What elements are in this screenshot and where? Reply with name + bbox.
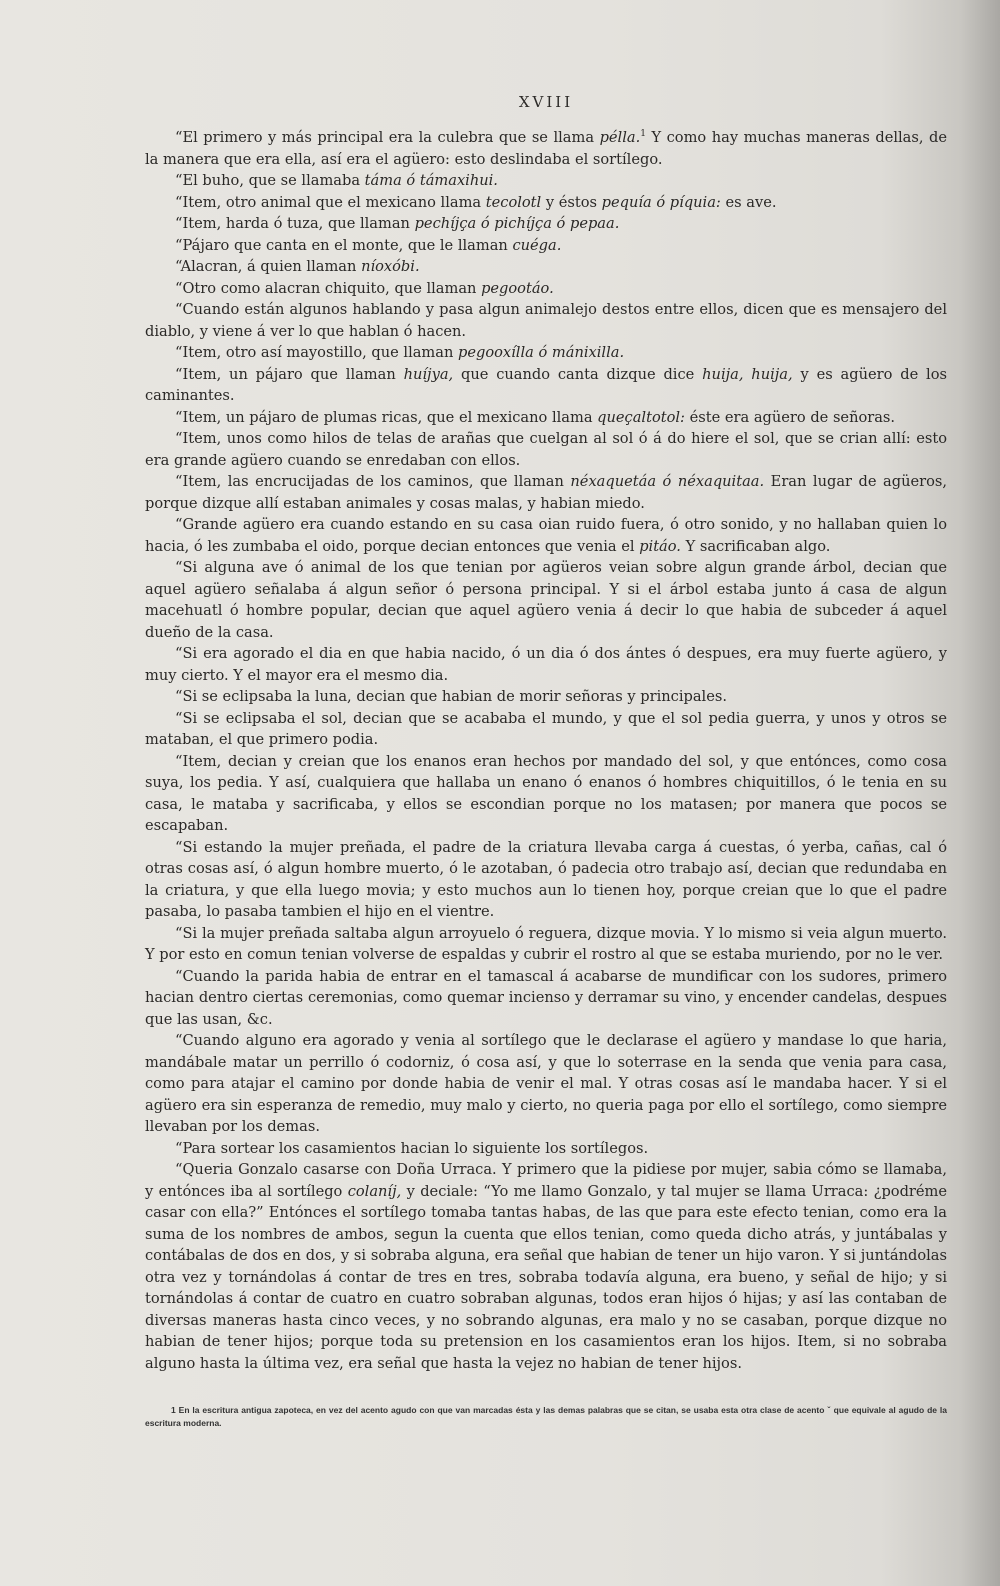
text-run: “El primero y más principal era la culebra que se llama	[175, 129, 600, 146]
text-run: “Cuando están algunos hablando y pasa algun animalejo destos entre ellos, dicen que es mensajero del diablo, y viene á ver lo que hablan ó hacen.	[145, 301, 947, 340]
text-run: éste era agüero de señoras.	[684, 408, 896, 426]
text-run: “El buho, que se llamaba	[175, 172, 365, 189]
footnote-marker: 1	[640, 129, 646, 139]
paragraph	[145, 686, 947, 708]
text-run: “Si se eclipsaba el sol, decian que se acababa el mundo, y que el sol pedia guerra, y unos y otros se mataban, el que primero podia.	[145, 709, 947, 748]
text-run: y éstos	[541, 193, 602, 211]
text-run: “Item, un pájaro de plumas ricas, que el mexicano llama	[175, 408, 598, 426]
text-run: “Si alguna ave ó animal de los que tenian por agüeros veian sobre algun grande árbol, decian que aquel agüero señalaba á algun señor ó persona principal. Y si el árbol estaba junto á casa de algun macehuatl ó hombre popular, decian que aquel agüero venia á decir lo que habia de subceder á aquel dueño de la casa.	[145, 559, 947, 641]
text-run: “Grande agüero era cuando estando en su casa oian ruido fuera, ó otro sonido, y no hallaban quien lo hacia, ó les zumbaba el oido, porque decian entonces que venia el	[145, 516, 947, 555]
paragraph	[145, 708, 947, 751]
text-run: “Item, otro animal que el mexicano llama	[175, 193, 486, 211]
paragraph	[145, 192, 947, 214]
footnote	[145, 1404, 947, 1430]
paragraph	[145, 471, 947, 514]
paragraph	[145, 837, 947, 923]
paragraph	[145, 278, 947, 300]
italic-term: pegootáo.	[481, 279, 554, 297]
paragraph	[145, 923, 947, 966]
text-run: y deciale: “Yo me llamo Gonzalo, y tal mujer se llama Urraca: ¿podréme casar con ella?” Entónces el sortílego tomaba tantas habas, de las que para este efecto tenian, como era la suma de los nombres de ambos, segun la cuenta que ellos tenian, como queda dicho atrás, y juntábalas y contábalas de dos en dos, y si sobraba alguna, era señal que habian de tener un hijo varon. Y si juntándolas otra vez y tornándolas á contar de tres en tres, sobraba todavía alguna, era bueno, y señal de hijo; y si tornándolas á contar de cuatro en cuatro sobraban algunas, todos eran hijos ó hijas; y así las contaban de diversas maneras hasta cinco veces, y no sobrando algunas, era malo y no se casaban, porque dizque no habian de tener hijos; porque toda su pretension en los casamientos eran los hijos. Item, si no sobraba alguno hasta la última vez, era señal que hasta la vejez no habian de tener hijos.	[145, 1182, 948, 1372]
italic-term: pechíjça ó pichíjça ó pepaa.	[414, 215, 620, 232]
paragraph	[145, 342, 947, 364]
text-run: “Item, un pájaro que llaman	[175, 365, 404, 383]
paragraph	[145, 751, 947, 837]
text-run: “Si estando la mujer preñada, el padre de la criatura llevaba carga á cuestas, ó yerba, cañas, cal ó otras cosas así, ó algun hombre muerto, ó le azotaban, ó padecia otro trabajo así, decian que redundaba en la criatura, y que ella luego movia; y esto muchos aun lo tienen hoy, porque creian que lo que el padre pasaba, lo pasaba tambien el hijo en el vientre.	[145, 838, 947, 920]
paragraph	[145, 407, 947, 429]
text-run: Y sacrificaban algo.	[680, 537, 831, 555]
paragraph	[145, 364, 947, 407]
text-run: “Item, decian y creian que los enanos eran hechos por mandado del sol, y que entónces, como cosa suya, los pedia. Y así, cualquiera que hallaba un enano ó enanos ó hombres chiquitillos, ó le tenia en su casa, le mataba y sacrificaba, y ellos se escondian porque no los matasen; por manera que pocos se escapaban.	[145, 752, 947, 834]
paragraph	[145, 127, 947, 170]
paragraph	[145, 299, 947, 342]
italic-term: táma ó támaxihui.	[364, 172, 498, 189]
text-run: “Pájaro que canta en el monte, que le llaman	[175, 236, 513, 254]
text-run: “Cuando la parida habia de entrar en el tamascal á acabarse de mundificar con los sudores, primero hacian dentro ciertas ceremonias, como quemar incienso y derramar su vino, y encender candelas, despues que las usan, &c.	[145, 967, 947, 1028]
italic-term: pitáo.	[639, 537, 681, 555]
paragraph	[145, 256, 947, 278]
italic-term: huíjya,	[403, 365, 454, 383]
text-run: “Si la mujer preñada saltaba algun arroyuelo ó reguera, dizque movia. Y lo mismo si veia algun muerto. Y por esto en comun tenian volverse de espaldas y cubrir el rostro al que se estaba muriendo, por no le ver.	[145, 924, 947, 963]
italic-term: tecolotl	[485, 193, 542, 211]
italic-term: pegooxílla ó mánixilla.	[458, 344, 625, 361]
paragraph	[145, 213, 947, 235]
page-body	[145, 127, 947, 1374]
text-run: “Item, otro así mayostillo, que llaman	[175, 344, 459, 361]
text-run: “Cuando alguno era agorado y venia al sortílego que le declarase el agüero y mandase lo que haria, mandábale matar un perrillo ó codorniz, ó cosa así, y que lo soterrase en la senda que venia para casa, como para atajar el camino por donde habia de venir el mal. Y otras cosas así le mandaba hacer. Y si el agüero era sin esperanza de remedio, muy malo y cierto, no queria paga por ello el sortílego, como siempre llevaban por los demas.	[145, 1032, 947, 1135]
text-run: “Item, unos como hilos de telas de arañas que cuelgan al sol ó á do hiere el sol, que se crian allí: esto era grande agüero cuando se enredaban con ellos.	[145, 430, 947, 469]
italic-term: níoxóbi.	[361, 258, 420, 275]
paragraph	[145, 1030, 947, 1138]
paragraph	[145, 966, 947, 1031]
text-run: “Si era agorado el dia en que habia nacido, ó un dia ó dos ántes ó despues, era muy fuerte agüero, y muy cierto. Y el mayor era el mesmo dia.	[145, 645, 947, 684]
text-run: “Queria Gonzalo casarse con Doña Urraca. Y primero que la pidiese por mujer, sabia cómo se llamaba, y entónces iba al sortílego	[145, 1161, 947, 1200]
text-run: “Si se eclipsaba la luna, decian que habian de morir señoras y principales.	[175, 688, 727, 705]
text-run: “Para sortear los casamientos hacian lo siguiente los sortílegos.	[175, 1139, 649, 1157]
page-number-header: XVIII	[518, 93, 574, 111]
text-run: que cuando canta dizque dice	[453, 365, 703, 383]
text-run: “Otro como alacran chiquito, que llaman	[175, 279, 482, 297]
italic-term: néxaquetáa ó néxaquitaa.	[570, 473, 765, 490]
paragraph	[145, 428, 947, 471]
italic-term: colaníj,	[347, 1182, 402, 1200]
text-run: y es agüero de los caminantes.	[145, 365, 947, 404]
paragraph	[145, 643, 947, 686]
text-run: “Alacran, á quien llaman	[175, 258, 362, 275]
text-run: es ave.	[720, 193, 777, 211]
italic-term: pequía ó píquia:	[601, 193, 721, 211]
italic-term: queçaltotol:	[597, 408, 685, 426]
text-run: Y como hay muchas maneras dellas, de la manera que era ella, así era el agüero: esto deslindaba el sortílego.	[145, 129, 947, 168]
paragraph	[145, 235, 947, 257]
text-run: “Item, harda ó tuza, que llaman	[175, 215, 415, 232]
text-run: Eran lugar de agüeros, porque dizque allí estaban animales y cosas malas, y habian miedo.	[145, 473, 947, 512]
italic-term: cuéga.	[512, 236, 562, 254]
italic-term: pélla.	[599, 129, 641, 146]
paragraph	[145, 1138, 947, 1160]
paragraph	[145, 170, 947, 192]
text-run: “Item, las encrucijadas de los caminos, que llaman	[175, 473, 571, 490]
paragraph	[145, 1159, 947, 1374]
paragraph	[145, 557, 947, 643]
paragraph	[145, 514, 947, 557]
italic-term: huija, huija,	[702, 365, 793, 383]
footnote-text: 1 En la escritura antigua zapoteca, en vez del acento agudo con que van marcadas ésta y las demas palabras que se citan, se usaba esta otra clase de acento ˇ que equivale al agudo de la escritura moderna.	[145, 1405, 947, 1428]
